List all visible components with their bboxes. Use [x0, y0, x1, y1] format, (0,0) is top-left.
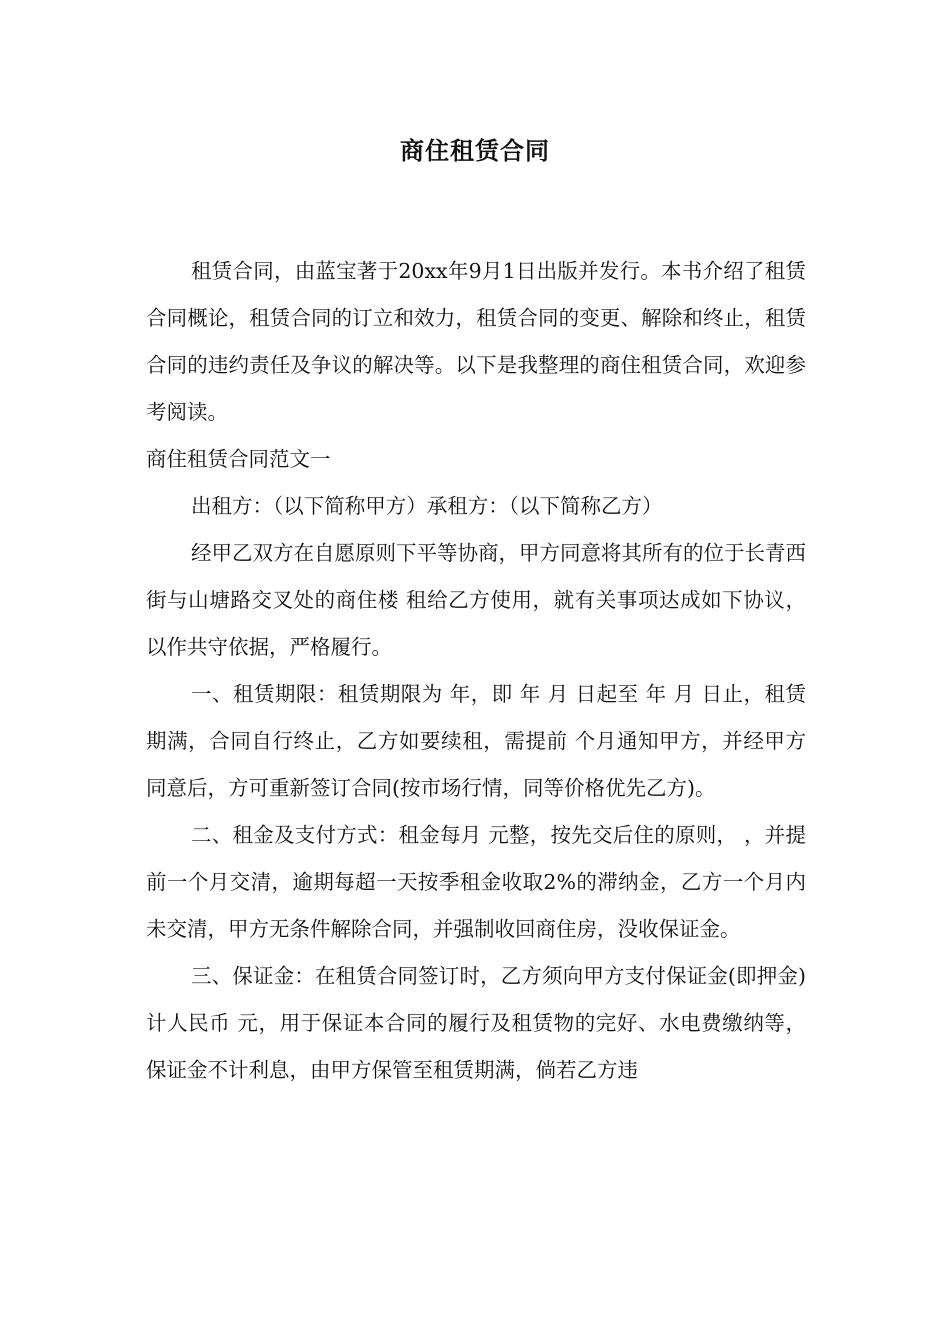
parties-paragraph: 出租方：（以下简称甲方）承租方：（以下简称乙方）: [191, 494, 663, 518]
clause-deposit: 三、保证金：在租赁合同签订时，乙方须向甲方支付保证金(即押金)计人民币 元，用于保证本合同的履行及租赁物的完好、水电费缴纳等，保证金不计利息，由甲方保管至租赁期满，倘若乙方违: [146, 964, 806, 1082]
clause-lease-term: 一、租赁期限：租赁期限为 年，即 年 月 日起至 年 月 日止，租赁期满，合同自行终止，乙方如要续租，需提前 个月通知甲方，并经甲方同意后，方可重新签订合同(按市场行情，同等价格优先乙方)。: [146, 682, 806, 800]
clause-rent-payment: 二、租金及支付方式：租金每月 元整，按先交后住的原则， ，并提前一个月交清，逾期每超一天按季租金收取2%的滞纳金，乙方一个月内未交清，甲方无条件解除合同，并强制收回商住房，没收保证金。: [146, 823, 806, 941]
document-body: [146, 248, 806, 1094]
section-heading: 商住租赁合同范文一: [146, 447, 331, 471]
document-title: 商住租赁合同: [400, 137, 550, 165]
intro-paragraph: 租赁合同，由蓝宝著于20xx年9月1日出版并发行。本书介绍了租赁合同概论，租赁合同的订立和效力，租赁合同的变更、解除和终止，租赁合同的违约责任及争议的解决等。以下是我整理的商住租赁合同，欢迎参考阅读。: [146, 259, 806, 424]
agreement-paragraph: 经甲乙双方在自愿原则下平等协商，甲方同意将其所有的位于长青西街与山塘路交叉处的商住楼 租给乙方使用，就有关事项达成如下协议，以作共守依据，严格履行。: [146, 541, 806, 659]
